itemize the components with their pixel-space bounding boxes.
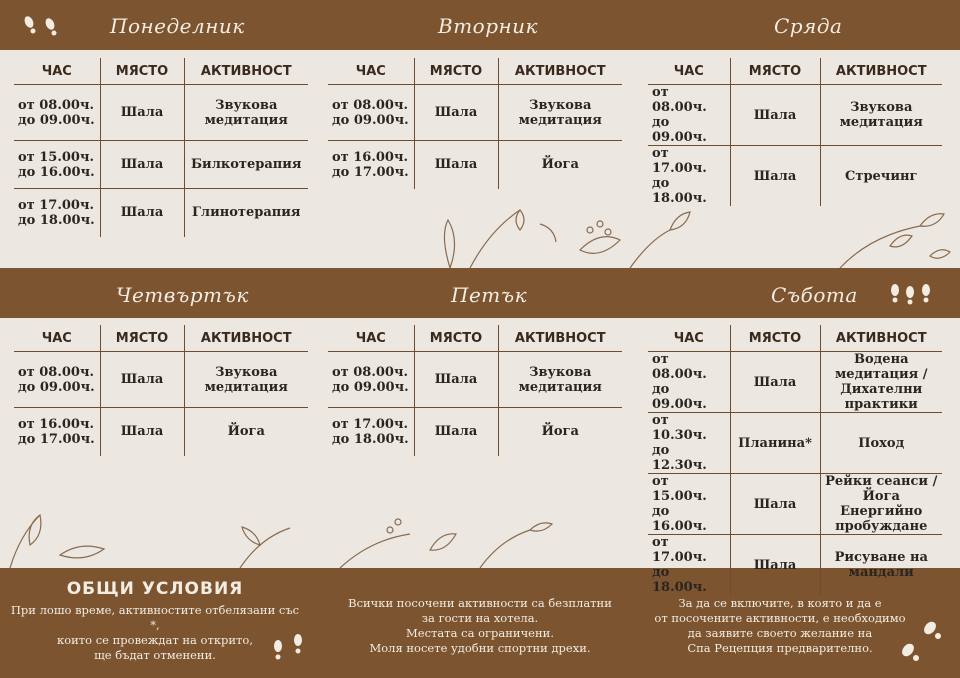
place-cell: Шала xyxy=(730,352,820,413)
schedule-table-friday xyxy=(328,325,622,456)
time-cell: от 17.00ч. до 18.00ч. xyxy=(18,197,95,228)
column-header-place: МЯСТО xyxy=(730,325,820,352)
schedule-table-wednesday xyxy=(648,58,942,206)
column-header-place: МЯСТО xyxy=(100,325,184,352)
footer-text-line: За да се включите, в която и да е xyxy=(678,596,882,610)
table-row xyxy=(328,408,622,456)
footer-text-line: за гости на хотела. xyxy=(421,611,539,625)
time-cell: от 08.00ч. до 09.00ч. xyxy=(332,364,409,395)
column-header-activity: АКТИВНОСТ xyxy=(498,325,622,352)
footer-registration-info xyxy=(640,596,920,656)
table-row xyxy=(14,352,308,408)
footprints-icon xyxy=(20,12,66,38)
place-cell: Шала xyxy=(414,352,498,408)
place-cell: Планина* xyxy=(730,413,820,474)
footer-text-line: Спа Рецепция предварително. xyxy=(687,641,873,655)
column-header-activity: АКТИВНОСТ xyxy=(820,58,942,85)
activity-cell: Звукова медитация xyxy=(498,352,622,408)
column-header-time: ЧАС xyxy=(355,63,386,79)
floral-decoration xyxy=(430,200,730,268)
footer-text-line: които се провеждат на открито, xyxy=(57,633,253,647)
footer-text-line: При лошо време, активностите отбелязани със *, xyxy=(10,603,300,632)
time-cell: от 15.00ч. до 16.00ч. xyxy=(18,149,95,180)
footer-text-line: Всички посочени активности са безплатни xyxy=(348,596,612,610)
table-row xyxy=(14,408,308,456)
day-title-monday: Понеделник xyxy=(110,14,245,38)
column-header-time: ЧАС xyxy=(673,330,704,346)
place-cell: Шала xyxy=(730,474,820,535)
column-header-activity: АКТИВНОСТ xyxy=(184,58,308,85)
table-row xyxy=(328,85,622,141)
time-cell: от 08.00ч. до 09.00ч. xyxy=(652,352,707,412)
floral-decoration xyxy=(830,196,960,268)
footprints-icon xyxy=(886,282,936,306)
footer-text-line: Местата са ограничени. xyxy=(406,626,554,640)
time-cell: от 10.30ч. до 12.30ч. xyxy=(652,413,707,473)
table-row xyxy=(648,535,942,596)
place-cell: Шала xyxy=(414,141,498,189)
day-title-saturday: Събота xyxy=(771,283,858,307)
table-row xyxy=(648,352,942,413)
column-header-time: ЧАС xyxy=(41,63,72,79)
footer-general-conditions xyxy=(10,579,300,663)
table-row xyxy=(648,146,942,207)
schedule-table-saturday xyxy=(648,325,942,595)
floral-decoration xyxy=(330,510,570,568)
footer-text-line: да заявите своето желание на xyxy=(687,626,873,640)
activity-cell: Рейки сеанси / Йога Енергийно пробуждане xyxy=(820,474,942,535)
column-header-place: МЯСТО xyxy=(414,58,498,85)
place-cell: Шала xyxy=(730,535,820,596)
place-cell: Шала xyxy=(100,352,184,408)
schedule-table-tuesday xyxy=(328,58,622,189)
time-cell: от 08.00ч. до 09.00ч. xyxy=(652,85,707,145)
day-title-friday: Петък xyxy=(451,283,528,307)
place-cell: Шала xyxy=(100,141,184,189)
schedule-table-thursday xyxy=(14,325,308,456)
place-cell: Шала xyxy=(100,189,184,237)
time-cell: от 16.00ч. до 17.00ч. xyxy=(332,149,409,180)
table-row xyxy=(328,352,622,408)
column-header-activity: АКТИВНОСТ xyxy=(820,325,942,352)
table-row xyxy=(14,141,308,189)
activity-cell: Йога xyxy=(498,408,622,456)
day-title-wednesday: Сряда xyxy=(774,14,843,38)
place-cell: Шала xyxy=(730,146,820,207)
table-row xyxy=(14,189,308,237)
activity-cell: Поход xyxy=(820,413,942,474)
time-cell: от 17.00ч. до 18.00ч. xyxy=(332,416,409,447)
footer-text-line: Моля носете удобни спортни дрехи. xyxy=(369,641,591,655)
place-cell: Шала xyxy=(730,85,820,146)
floral-decoration xyxy=(0,505,300,568)
activity-cell: Йога xyxy=(498,141,622,189)
footer-text-line: ще бъдат отменени. xyxy=(94,648,216,662)
activity-cell: Йога xyxy=(184,408,308,456)
table-row xyxy=(648,474,942,535)
column-header-place: МЯСТО xyxy=(414,325,498,352)
column-header-place: МЯСТО xyxy=(730,58,820,85)
activity-cell: Звукова медитация xyxy=(184,352,308,408)
column-header-time: ЧАС xyxy=(673,63,704,79)
activity-cell: Водена медитация / Дихателни практики xyxy=(820,352,942,413)
activity-cell: Звукова медитация xyxy=(498,85,622,141)
place-cell: Шала xyxy=(100,408,184,456)
place-cell: Шала xyxy=(100,85,184,141)
table-row xyxy=(648,85,942,146)
column-header-activity: АКТИВНОСТ xyxy=(498,58,622,85)
footer-title: ОБЩИ УСЛОВИЯ xyxy=(66,579,244,599)
footer-activities-info xyxy=(330,596,630,656)
activity-cell: Билкотерапия xyxy=(184,141,308,189)
place-cell: Шала xyxy=(414,408,498,456)
column-header-time: ЧАС xyxy=(355,330,386,346)
place-cell: Шала xyxy=(414,85,498,141)
day-title-tuesday: Вторник xyxy=(438,14,539,38)
time-cell: от 17.00ч. до 18.00ч. xyxy=(652,146,707,206)
schedule-table-monday xyxy=(14,58,308,237)
activity-cell: Стречинг xyxy=(820,146,942,207)
time-cell: от 08.00ч. до 09.00ч. xyxy=(18,364,95,395)
activity-cell: Глинотерапия xyxy=(184,189,308,237)
table-row xyxy=(14,85,308,141)
day-title-thursday: Четвъртък xyxy=(116,283,249,307)
activity-cell: Рисуване на мандали xyxy=(820,535,942,596)
column-header-place: МЯСТО xyxy=(100,58,184,85)
table-row xyxy=(648,413,942,474)
column-header-activity: АКТИВНОСТ xyxy=(184,325,308,352)
time-cell: от 08.00ч. до 09.00ч. xyxy=(18,97,95,128)
activity-cell: Звукова медитация xyxy=(820,85,942,146)
table-row xyxy=(328,141,622,189)
time-cell: от 16.00ч. до 17.00ч. xyxy=(18,416,95,447)
footer-text-line: от посочените активности, е необходимо xyxy=(654,611,906,625)
time-cell: от 08.00ч. до 09.00ч. xyxy=(332,97,409,128)
time-cell: от 15.00ч. до 16.00ч. xyxy=(652,474,707,534)
column-header-time: ЧАС xyxy=(41,330,72,346)
time-cell: от 17.00ч. до 18.00ч. xyxy=(652,535,707,595)
activity-cell: Звукова медитация xyxy=(184,85,308,141)
